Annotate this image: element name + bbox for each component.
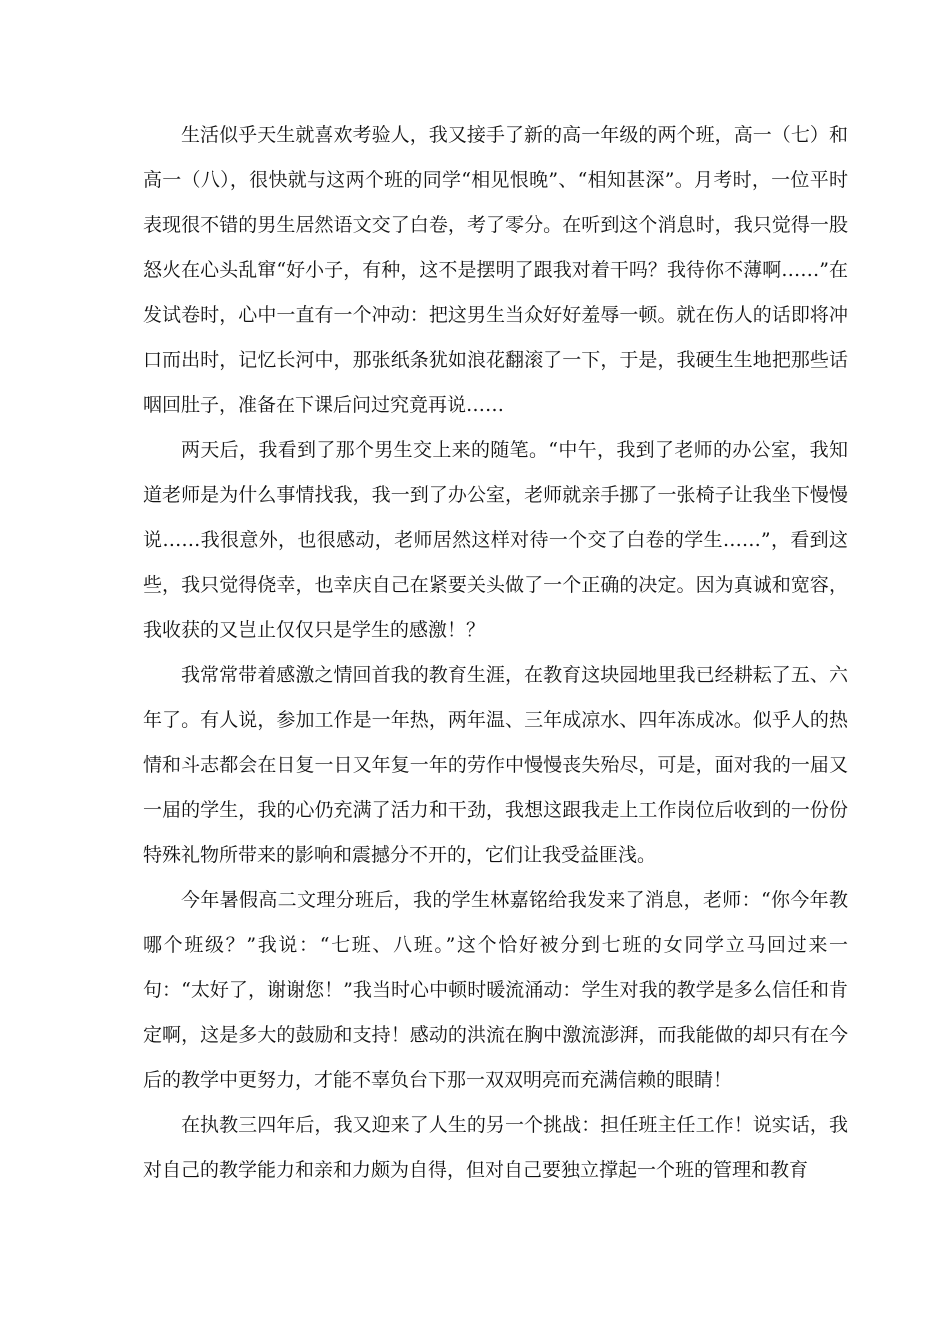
paragraph-4: 今年暑假高二文理分班后，我的学生林嘉铭给我发来了消息，老师：“你今年教哪个班级？”我说：“七班、八班。”这个恰好被分到七班的女同学立马回过来一句：“太好了，谢谢您！”我当时心中顿时暖流涌动：学生对我的教学是多么信任和肯定啊，这是多大的鼓励和支持！感动的洪流在胸中激流澎湃，而我能做的却只有在今后的教学中更努力，才能不辜负台下那一双双明亮而充满信赖的眼睛！ xyxy=(143,889,848,1091)
paragraph-1: 生活似乎天生就喜欢考验人，我又接手了新的高一年级的两个班，高一（七）和高一（八），很快就与这两个班的同学“相见恨晚”、“相知甚深”。月考时，一位平时表现很不错的男生居然语文交了白卷，考了零分。在听到这个消息时，我只觉得一股怒火在心头乱窜“好小子，有种，这不是摆明了跟我对着干吗？我待你不薄啊……”在发试卷时，心中一直有一个冲动：把这男生当众好好羞辱一顿。就在伤人的话即将冲口而出时，记忆长河中，那张纸条犹如浪花翻滚了一下，于是，我硬生生地把那些话咽回肚子，准备在下课后问过究竟再说…… xyxy=(143,124,848,416)
paragraph-2: 两天后，我看到了那个男生交上来的随笔。“中午，我到了老师的办公室，我知道老师是为什么事情找我，我一到了办公室，老师就亲手挪了一张椅子让我坐下慢慢说……我很意外，也很感动，老师居然这样对待一个交了白卷的学生……”，看到这些，我只觉得侥幸，也幸庆自己在紧要关头做了一个正确的决定。因为真诚和宽容，我收获的又岂止仅仅只是学生的感激！？ xyxy=(143,439,848,641)
paragraph-3: 我常常带着感激之情回首我的教育生涯，在教育这块园地里我已经耕耘了五、六年了。有人说，参加工作是一年热，两年温、三年成凉水、四年冻成冰。似乎人的热情和斗志都会在日复一日又年复一年的劳作中慢慢丧失殆尽，可是，面对我的一届又一届的学生，我的心仍充满了活力和干劲，我想这跟我走上工作岗位后收到的一份份特殊礼物所带来的影响和震撼分不开的，它们让我受益匪浅。 xyxy=(143,664,848,866)
article-body xyxy=(143,113,848,1193)
paragraph-5: 在执教三四年后，我又迎来了人生的另一个挑战：担任班主任工作！说实话，我对自己的教学能力和亲和力颇为自得，但对自己要独立撑起一个班的管理和教育 xyxy=(143,1114,848,1181)
